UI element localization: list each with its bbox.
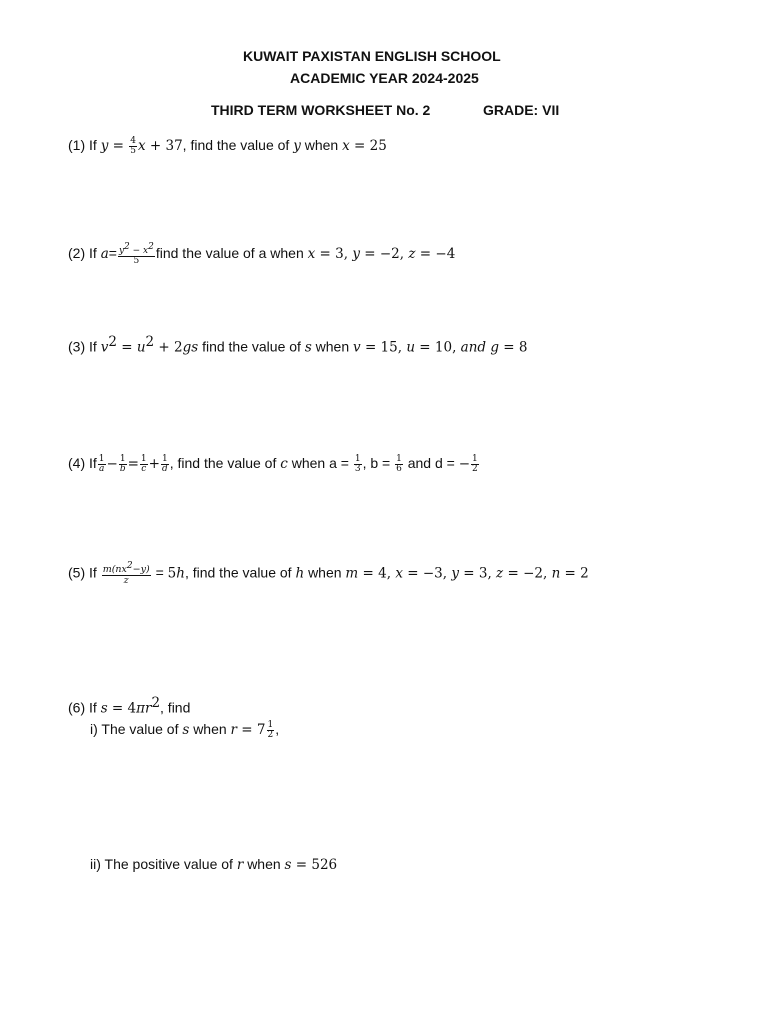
question-1: (1) If y = $\frac{4}{5}$ x + 37, find the value of y when x = 25 — [68, 136, 387, 156]
question-6-part-i: i) The value of s when r = 7 $\frac{1}{2}$ , — [90, 720, 280, 740]
question-number: (4) — [68, 455, 86, 472]
question-4: (4) If $\frac{1}{a}$ − $\frac{1}{b}$ = $\frac{1}{c}$ + $\frac{1}{d}$ , find the value of c when a = $\frac{1}{3}$ , b = $\frac{1}{6}$ and d = − $\frac{1}{2}$ — [68, 454, 478, 474]
question-6: (6) If $s = 4\pi r^2$, find — [68, 695, 191, 717]
question-number: (5) — [68, 564, 86, 581]
grade-label: GRADE: VII — [483, 102, 560, 118]
question-6-part-ii: ii) The positive value of r when s = 526 — [90, 856, 338, 873]
school-name: KUWAIT PAXISTAN ENGLISH SCHOOL — [243, 48, 501, 64]
question-2: (2) If a= $\frac{y^2 - x^2}{5}$ find the value of a when x = 3, y = −2, z = −4 — [68, 242, 456, 266]
academic-year: ACADEMIC YEAR 2024-2025 — [290, 70, 479, 86]
question-number: (1) — [68, 137, 86, 154]
worksheet-title: THIRD TERM WORKSHEET No. 2 — [211, 102, 431, 118]
question-5: (5) If $\frac{m(nx^2-y)}{z}$ = 5h, find the value of h when m = 4, x = −3, y = 3, z = −2, n = 2 — [68, 561, 589, 586]
question-number: (3) — [68, 338, 86, 355]
question-number: (6) — [68, 699, 86, 716]
question-number: (2) — [68, 245, 86, 262]
question-3: (3) If $v^2 = u^2 + 2gs$ find the value of s when v = 15, u = 10, and g = 8 — [68, 334, 528, 356]
